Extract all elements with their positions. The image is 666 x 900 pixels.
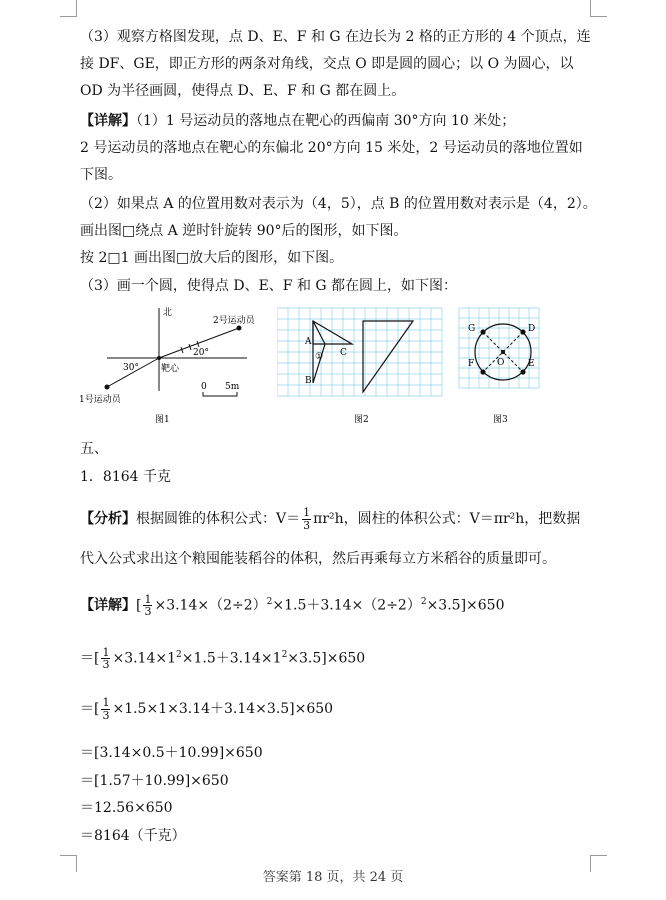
fraction-one-third — [101, 697, 110, 721]
exponent: 2 — [176, 650, 182, 660]
point-d-label: D — [528, 324, 536, 334]
scale-label: 5m — [225, 382, 240, 392]
athlete-1-label: 1号运动员 — [79, 395, 121, 405]
text-span: ×3.14×（2÷2） — [154, 597, 267, 614]
fraction-one-third — [143, 594, 152, 618]
athlete-2-label: 2号运动员 — [213, 316, 255, 326]
exponent: 2 — [266, 597, 273, 607]
point-o-label: O — [497, 358, 505, 368]
figure-3-circle-diagram — [457, 303, 557, 428]
target-center-point — [157, 356, 161, 360]
text-span: ×3.14×1 — [112, 650, 177, 667]
fraction-one-third — [302, 507, 311, 531]
fraction-denominator: 3 — [303, 518, 311, 532]
text-line: 2 号运动员的落地点在靶心的东偏北 20°方向 15 米处，2 号运动员的落地位置如 — [80, 140, 583, 156]
point-e-label: E — [528, 359, 535, 369]
text-line: （3）画一个圆，使得点 D、E、F 和 G 都在圆上，如下图： — [80, 278, 458, 294]
text-span: ×1.5＋3.14×（2÷2） — [272, 597, 421, 614]
text-line: 接 DF、GE，即正方形的两条对角线，交点 O 即是圆的圆心；以 O 为圆心，以 — [80, 56, 574, 72]
point-o — [501, 350, 505, 354]
angle-20-label: 20° — [193, 348, 209, 358]
figure-3-caption: 图3 — [493, 415, 508, 425]
text-line: 代入公式求出这个粮囤能装稻谷的体积，然后再乘每立方米稻谷的质量即可。 — [80, 551, 556, 567]
athlete-1-point — [105, 385, 110, 390]
fraction-denominator: 3 — [144, 605, 152, 619]
calc-line-7: ＝8164（千克） — [80, 828, 186, 844]
calc-line-4: ＝[3.14×0.5＋10.99]×650 — [80, 745, 263, 761]
text-line: 按 2□1 画出图□放大后的图形，如下图。 — [80, 250, 344, 266]
text-span: πr²h，圆柱的体积公式：V＝πr²h，把数据 — [313, 511, 581, 527]
text-span: ×1.5×1×3.14＋3.14×3.5]×650 — [112, 701, 334, 717]
point-c-label: C — [340, 348, 347, 358]
calc-line-1 — [80, 588, 505, 620]
text-line: （3）观察方格图发现，点 D、E、F 和 G 在边长为 2 格的正方形的 4 个顶点，连 — [80, 29, 591, 45]
grid — [277, 308, 442, 396]
fraction-numerator: 1 — [102, 645, 110, 659]
calc-line-5: ＝[1.57＋10.99]×650 — [80, 773, 229, 789]
calc-line-3 — [80, 695, 333, 723]
fraction-denominator: 3 — [102, 658, 110, 672]
answer-line: 1．8164 千克 — [80, 469, 171, 485]
text-span: 根据圆锥的体积公式：V＝ — [136, 511, 301, 527]
fraction-denominator: 3 — [102, 708, 110, 722]
center-label: 靶心 — [161, 364, 180, 374]
point-b-label: B — [305, 376, 312, 386]
corner-mark-top-left — [60, 0, 77, 17]
text-span: ×3.5]×650 — [287, 650, 366, 667]
fraction-numerator: 1 — [303, 505, 311, 519]
point-g-label: G — [468, 324, 476, 334]
fraction-one-third — [101, 647, 110, 671]
figure-1-caption: 图1 — [155, 415, 170, 425]
angle-30-label: 30° — [123, 363, 139, 373]
text-span: ×3.5]×650 — [426, 597, 505, 614]
exponent: 2 — [281, 650, 288, 660]
calc-line-2 — [80, 641, 365, 673]
figure-1-direction-diagram — [75, 303, 275, 428]
text-span: ＝[ — [80, 701, 100, 717]
analysis-line — [80, 505, 580, 533]
text-span: [ — [136, 597, 142, 614]
text-line: OD 为半径画圆，使得点 D、E、F 和 G 都在圆上。 — [80, 83, 406, 99]
shape-1-label: ① — [315, 352, 324, 362]
corner-mark-top-right — [590, 0, 607, 17]
calc-line-6: ＝12.56×650 — [80, 800, 173, 816]
fraction-numerator: 1 — [102, 695, 110, 709]
fraction-numerator: 1 — [144, 592, 152, 606]
exponent: 2 — [420, 597, 427, 607]
analysis-tag: 【分析】 — [80, 511, 136, 527]
scale-zero-label: 0 — [201, 382, 207, 392]
scale-bar — [203, 392, 237, 396]
enlarged-triangle — [363, 321, 413, 392]
text-line: （2）如果点 A 的位置用数对表示为（4，5），点 B 的位置用数对表示是（4，2）。 — [80, 196, 597, 212]
point-e — [520, 369, 525, 374]
section-heading: 五、 — [80, 441, 108, 457]
point-g — [480, 329, 485, 334]
text-span: ×1.5＋3.14×1 — [181, 650, 282, 667]
figure-2-grid-diagram — [277, 303, 447, 428]
page-footer: 答案第 18 页，共 24 页 — [262, 870, 404, 885]
text-span: ＝[ — [80, 650, 100, 667]
text-line: 画出图□绕点 A 逆时针旋转 90°后的图形，如下图。 — [80, 223, 408, 239]
figure-2-caption: 图2 — [354, 415, 369, 425]
north-label: 北 — [163, 308, 173, 318]
point-d — [520, 329, 525, 334]
athlete-2-point — [237, 326, 242, 331]
detail-tag: 【详解】 — [80, 113, 136, 129]
text-span: （1）1 号运动员的落地点在靶心的西偏南 30°方向 10 米处； — [136, 113, 516, 129]
text-line: 下图。 — [80, 167, 122, 183]
point-a-label: A — [305, 337, 312, 347]
detail-tag: 【详解】 — [80, 597, 136, 614]
point-f-label: F — [468, 359, 475, 369]
point-f — [480, 369, 485, 374]
text-line — [80, 114, 515, 128]
